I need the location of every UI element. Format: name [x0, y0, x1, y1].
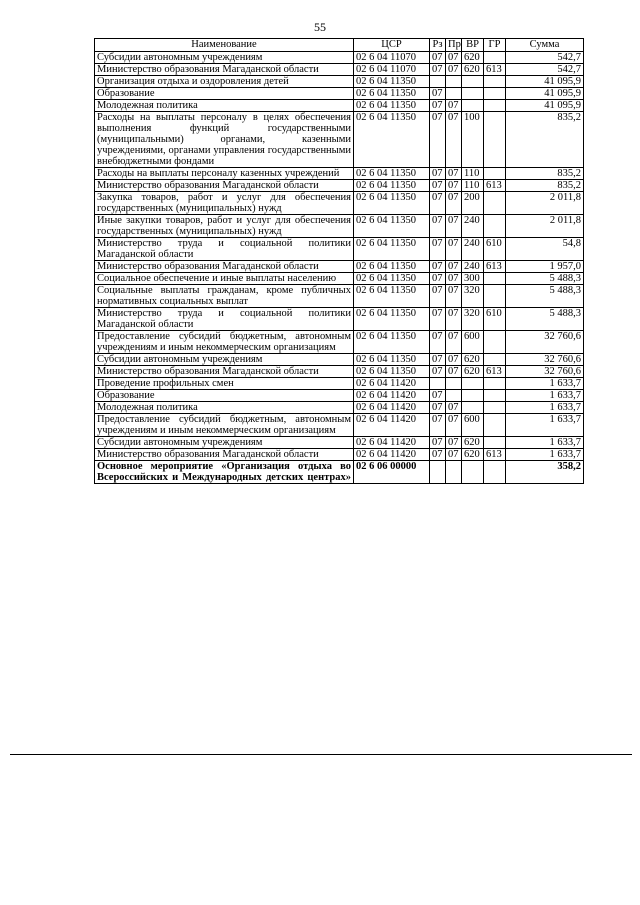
row-gr: 613	[484, 449, 506, 461]
row-amount: 5 488,3	[506, 285, 584, 308]
row-amount: 542,7	[506, 52, 584, 64]
table-row	[95, 76, 584, 88]
header-name: Наименование	[95, 39, 354, 52]
row-gr: 613	[484, 64, 506, 76]
row-amount: 1 633,7	[506, 402, 584, 414]
row-csr: 02 6 04 11350	[354, 76, 430, 88]
row-gr	[484, 76, 506, 88]
row-gr	[484, 378, 506, 390]
row-gr	[484, 437, 506, 449]
row-amount: 41 095,9	[506, 100, 584, 112]
row-vr: 600	[462, 414, 484, 437]
row-amount: 2 011,8	[506, 215, 584, 238]
row-rz: 07	[430, 88, 446, 100]
row-vr: 320	[462, 308, 484, 331]
row-csr: 02 6 04 11350	[354, 308, 430, 331]
row-pr: 07	[446, 64, 462, 76]
row-gr	[484, 88, 506, 100]
row-name: Расходы на выплаты персоналу казенных учреждений	[95, 168, 354, 180]
row-amount: 32 760,6	[506, 354, 584, 366]
row-name: Проведение профильных смен	[95, 378, 354, 390]
row-amount: 1 633,7	[506, 449, 584, 461]
row-amount: 835,2	[506, 112, 584, 168]
row-vr: 300	[462, 273, 484, 285]
row-pr: 07	[446, 437, 462, 449]
row-csr: 02 6 04 11350	[354, 354, 430, 366]
row-vr: 100	[462, 112, 484, 168]
table-row	[95, 390, 584, 402]
row-csr: 02 6 04 11350	[354, 100, 430, 112]
row-csr: 02 6 04 11420	[354, 390, 430, 402]
row-gr: 613	[484, 261, 506, 273]
table-row	[95, 215, 584, 238]
table-row	[95, 100, 584, 112]
row-rz: 07	[430, 366, 446, 378]
row-vr: 620	[462, 354, 484, 366]
row-csr: 02 6 04 11420	[354, 402, 430, 414]
row-pr: 07	[446, 331, 462, 354]
row-gr	[484, 168, 506, 180]
table-row	[95, 180, 584, 192]
row-name: Закупка товаров, работ и услуг для обеспечения государственных (муниципальных) нужд	[95, 192, 354, 215]
row-rz: 07	[430, 449, 446, 461]
row-csr: 02 6 04 11350	[354, 112, 430, 168]
row-vr: 620	[462, 366, 484, 378]
row-name: Молодежная политика	[95, 402, 354, 414]
row-pr	[446, 88, 462, 100]
table-row	[95, 437, 584, 449]
row-vr: 320	[462, 285, 484, 308]
table-row	[95, 366, 584, 378]
row-rz: 07	[430, 261, 446, 273]
row-csr: 02 6 04 11420	[354, 437, 430, 449]
table-row	[95, 238, 584, 261]
row-vr: 240	[462, 261, 484, 273]
table-row	[95, 88, 584, 100]
row-gr	[484, 215, 506, 238]
row-csr: 02 6 04 11350	[354, 261, 430, 273]
row-name: Субсидии автономным учреждениям	[95, 437, 354, 449]
row-name: Иные закупки товаров, работ и услуг для обеспечения государственных (муниципальных) нужд	[95, 215, 354, 238]
row-csr: 02 6 06 00000	[354, 461, 430, 484]
row-pr: 07	[446, 112, 462, 168]
table-row	[95, 378, 584, 390]
row-csr: 02 6 04 11350	[354, 238, 430, 261]
row-name: Министерство образования Магаданской области	[95, 366, 354, 378]
table-header-row	[95, 39, 584, 52]
row-csr: 02 6 04 11350	[354, 192, 430, 215]
footer-divider	[10, 754, 632, 755]
row-pr	[446, 461, 462, 484]
row-pr	[446, 390, 462, 402]
table-row	[95, 52, 584, 64]
row-csr: 02 6 04 11420	[354, 378, 430, 390]
row-pr: 07	[446, 366, 462, 378]
row-gr	[484, 331, 506, 354]
row-gr	[484, 285, 506, 308]
row-name: Расходы на выплаты персоналу в целях обеспечения выполнения функций государственными (муниципальными) органами, казенными учреждениями, органами управления государственными внебюджетными фондами	[95, 112, 354, 168]
row-amount: 5 488,3	[506, 308, 584, 331]
row-rz: 07	[430, 112, 446, 168]
table-row	[95, 449, 584, 461]
row-amount: 542,7	[506, 64, 584, 76]
row-csr: 02 6 04 11420	[354, 414, 430, 437]
row-vr	[462, 378, 484, 390]
row-csr: 02 6 04 11070	[354, 64, 430, 76]
row-vr: 110	[462, 180, 484, 192]
row-gr: 610	[484, 308, 506, 331]
table-row	[95, 414, 584, 437]
row-vr: 600	[462, 331, 484, 354]
row-vr: 620	[462, 437, 484, 449]
row-amount: 358,2	[506, 461, 584, 484]
row-rz: 07	[430, 168, 446, 180]
row-gr: 613	[484, 366, 506, 378]
header-pr: Пр	[446, 39, 462, 52]
row-name: Министерство образования Магаданской области	[95, 180, 354, 192]
row-name: Министерство труда и социальной политики Магаданской области	[95, 238, 354, 261]
row-vr: 240	[462, 215, 484, 238]
row-rz: 07	[430, 180, 446, 192]
row-name: Организация отдыха и оздоровления детей	[95, 76, 354, 88]
row-name: Субсидии автономным учреждениям	[95, 52, 354, 64]
row-rz: 07	[430, 390, 446, 402]
row-amount: 2 011,8	[506, 192, 584, 215]
row-vr	[462, 390, 484, 402]
row-name: Министерство образования Магаданской области	[95, 449, 354, 461]
table-row	[95, 285, 584, 308]
row-name: Предоставление субсидий бюджетным, автономным учреждениям и иным некоммерческим организациям	[95, 414, 354, 437]
row-rz: 07	[430, 100, 446, 112]
row-name: Министерство образования Магаданской области	[95, 64, 354, 76]
row-vr: 110	[462, 168, 484, 180]
table-row	[95, 273, 584, 285]
row-amount: 1 957,0	[506, 261, 584, 273]
table-row	[95, 168, 584, 180]
row-rz: 07	[430, 308, 446, 331]
row-name: Образование	[95, 390, 354, 402]
row-name: Образование	[95, 88, 354, 100]
row-amount: 1 633,7	[506, 437, 584, 449]
row-pr: 07	[446, 285, 462, 308]
row-pr	[446, 378, 462, 390]
row-pr: 07	[446, 192, 462, 215]
row-csr: 02 6 04 11350	[354, 168, 430, 180]
row-rz: 07	[430, 437, 446, 449]
row-csr: 02 6 04 11420	[354, 449, 430, 461]
row-vr	[462, 461, 484, 484]
row-name: Министерство труда и социальной политики Магаданской области	[95, 308, 354, 331]
row-gr	[484, 354, 506, 366]
row-rz: 07	[430, 414, 446, 437]
row-gr	[484, 52, 506, 64]
row-pr: 07	[446, 238, 462, 261]
row-rz: 07	[430, 354, 446, 366]
header-rz: Рз	[430, 39, 446, 52]
row-vr	[462, 76, 484, 88]
row-gr	[484, 402, 506, 414]
row-amount: 32 760,6	[506, 331, 584, 354]
row-pr: 07	[446, 180, 462, 192]
row-rz: 07	[430, 331, 446, 354]
row-vr	[462, 100, 484, 112]
table-body	[95, 52, 584, 484]
row-amount: 5 488,3	[506, 273, 584, 285]
row-name: Основное мероприятие «Организация отдыха во Всероссийских и Международных детских центрах»	[95, 461, 354, 484]
row-gr	[484, 273, 506, 285]
row-vr: 620	[462, 64, 484, 76]
row-gr	[484, 192, 506, 215]
row-name: Социальные выплаты гражданам, кроме публичных нормативных социальных выплат	[95, 285, 354, 308]
row-vr: 240	[462, 238, 484, 261]
row-pr: 07	[446, 308, 462, 331]
row-csr: 02 6 04 11350	[354, 180, 430, 192]
row-pr: 07	[446, 449, 462, 461]
row-amount: 1 633,7	[506, 378, 584, 390]
row-amount: 835,2	[506, 168, 584, 180]
row-pr: 07	[446, 414, 462, 437]
row-rz: 07	[430, 64, 446, 76]
row-rz	[430, 378, 446, 390]
header-sum: Сумма	[506, 39, 584, 52]
row-rz: 07	[430, 192, 446, 215]
row-pr: 07	[446, 261, 462, 273]
header-csr: ЦСР	[354, 39, 430, 52]
row-name: Социальное обеспечение и иные выплаты населению	[95, 273, 354, 285]
row-rz: 07	[430, 273, 446, 285]
table-row	[95, 308, 584, 331]
row-gr	[484, 414, 506, 437]
table-row	[95, 354, 584, 366]
row-rz: 07	[430, 402, 446, 414]
row-csr: 02 6 04 11350	[354, 331, 430, 354]
row-vr	[462, 402, 484, 414]
row-amount: 41 095,9	[506, 88, 584, 100]
row-name: Предоставление субсидий бюджетным, автономным учреждениям и иным некоммерческим организациям	[95, 331, 354, 354]
row-csr: 02 6 04 11070	[354, 52, 430, 64]
row-amount: 835,2	[506, 180, 584, 192]
row-pr: 07	[446, 354, 462, 366]
row-gr	[484, 100, 506, 112]
row-gr: 613	[484, 180, 506, 192]
row-vr	[462, 88, 484, 100]
row-amount: 54,8	[506, 238, 584, 261]
row-vr: 620	[462, 52, 484, 64]
table-row	[95, 192, 584, 215]
table-row	[95, 112, 584, 168]
row-pr: 07	[446, 215, 462, 238]
row-csr: 02 6 04 11350	[354, 366, 430, 378]
table-row	[95, 64, 584, 76]
row-rz: 07	[430, 52, 446, 64]
row-name: Субсидии автономным учреждениям	[95, 354, 354, 366]
row-rz: 07	[430, 215, 446, 238]
row-rz	[430, 76, 446, 88]
row-rz: 07	[430, 285, 446, 308]
row-vr: 200	[462, 192, 484, 215]
row-amount: 41 095,9	[506, 76, 584, 88]
row-csr: 02 6 04 11350	[354, 285, 430, 308]
row-rz: 07	[430, 238, 446, 261]
page-number: 55	[314, 20, 326, 34]
table-row	[95, 261, 584, 273]
row-csr: 02 6 04 11350	[354, 88, 430, 100]
row-amount: 32 760,6	[506, 366, 584, 378]
header-vr: ВР	[462, 39, 484, 52]
row-pr: 07	[446, 402, 462, 414]
row-csr: 02 6 04 11350	[354, 273, 430, 285]
row-pr: 07	[446, 273, 462, 285]
row-name: Молодежная политика	[95, 100, 354, 112]
table-row	[95, 402, 584, 414]
row-pr: 07	[446, 168, 462, 180]
header-gr: ГР	[484, 39, 506, 52]
row-pr	[446, 76, 462, 88]
row-amount: 1 633,7	[506, 414, 584, 437]
table-row	[95, 331, 584, 354]
row-amount: 1 633,7	[506, 390, 584, 402]
row-name: Министерство образования Магаданской области	[95, 261, 354, 273]
row-gr: 610	[484, 238, 506, 261]
row-rz	[430, 461, 446, 484]
row-gr	[484, 461, 506, 484]
row-pr: 07	[446, 100, 462, 112]
row-pr: 07	[446, 52, 462, 64]
budget-table	[94, 38, 584, 484]
row-gr	[484, 112, 506, 168]
table-row	[95, 461, 584, 484]
row-csr: 02 6 04 11350	[354, 215, 430, 238]
row-vr: 620	[462, 449, 484, 461]
row-gr	[484, 390, 506, 402]
